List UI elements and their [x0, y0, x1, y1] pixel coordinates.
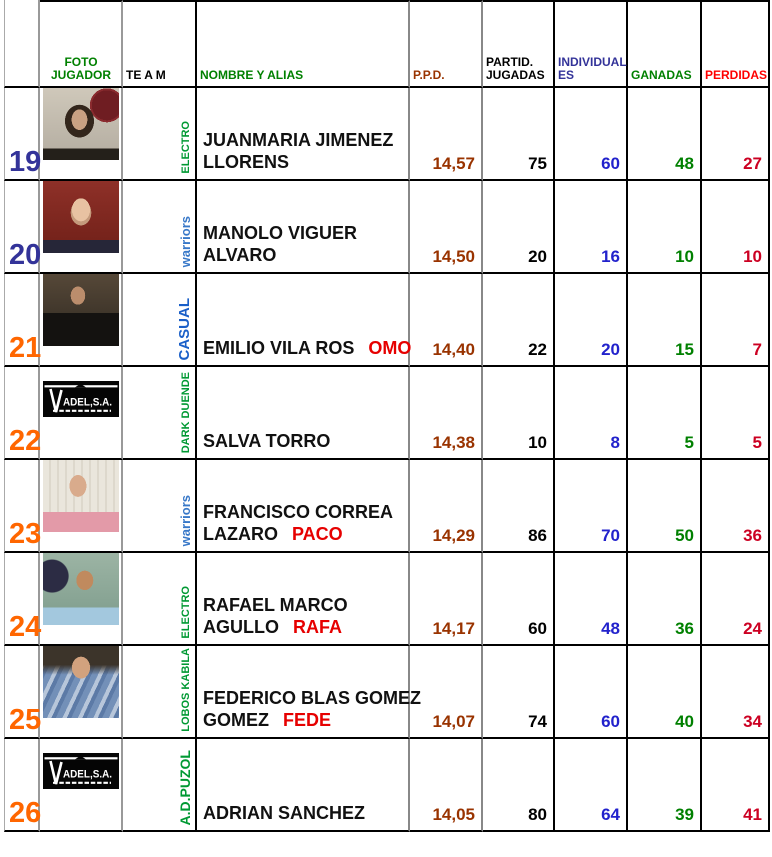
- individuales-value: 16: [555, 181, 628, 274]
- header-label: ES: [558, 68, 575, 82]
- name-cell: [197, 553, 410, 646]
- rank-number: 26: [9, 797, 42, 829]
- perdidas-value: 36: [702, 460, 770, 553]
- name-cell: [197, 274, 410, 367]
- player-photo: [43, 274, 119, 346]
- individuales-value: 60: [555, 88, 628, 181]
- team-label: DARK DUENDE: [180, 371, 192, 453]
- name-line: [203, 222, 404, 244]
- team-cell: [123, 274, 197, 367]
- perdidas-value: 41: [702, 739, 770, 832]
- name-line: [203, 151, 404, 173]
- photo-cell: [40, 367, 123, 460]
- team-cell: [123, 181, 197, 274]
- jugadas-value: 60: [483, 553, 555, 646]
- logo-text: ADEL,S.A.: [62, 768, 112, 781]
- photo-cell: [40, 553, 123, 646]
- jugadas-value: 22: [483, 274, 555, 367]
- name-cell: [197, 460, 410, 553]
- header-team: [123, 0, 197, 88]
- team-cell: [123, 739, 197, 832]
- perdidas-value: 5: [702, 367, 770, 460]
- name-line: [203, 687, 422, 709]
- individuales-value: 60: [555, 646, 628, 739]
- name-line: [203, 523, 404, 545]
- ppd-value: 14,50: [410, 181, 483, 274]
- rank-cell: [4, 367, 40, 460]
- jugadas-value: 20: [483, 181, 555, 274]
- ppd-value: 14,38: [410, 367, 483, 460]
- ganadas-value: 15: [628, 274, 702, 367]
- perdidas-value: 24: [702, 553, 770, 646]
- rank-number: 23: [9, 518, 42, 550]
- player-photo: [43, 553, 119, 625]
- header-foto-jugador: [40, 0, 123, 88]
- header-perdidas: [702, 0, 770, 88]
- rank-cell: [4, 646, 40, 739]
- ppd-value: 14,40: [410, 274, 483, 367]
- player-alias: FEDE: [283, 710, 332, 730]
- header-nombre-y-alias: [197, 0, 410, 88]
- ganadas-value: 39: [628, 739, 702, 832]
- jugadas-value: 10: [483, 367, 555, 460]
- rank-cell: [4, 739, 40, 832]
- header-rank: [4, 0, 40, 88]
- team-label: ELECTRO: [180, 121, 192, 174]
- name-line: [203, 430, 404, 452]
- header-ganadas: [628, 0, 702, 88]
- vadel-logo: [43, 381, 119, 417]
- team-label: LOBOS KABILA: [180, 648, 192, 732]
- header-label: NOMBRE Y ALIAS: [200, 68, 304, 82]
- jugadas-value: 80: [483, 739, 555, 832]
- name-cell: [197, 739, 410, 832]
- ppd-value: 14,07: [410, 646, 483, 739]
- header-partidas-jugadas: [483, 0, 555, 88]
- individuales-value: 64: [555, 739, 628, 832]
- team-label: CASUAL: [176, 297, 193, 360]
- name-cell: [197, 367, 410, 460]
- individuales-value: 48: [555, 553, 628, 646]
- individuales-value: 8: [555, 367, 628, 460]
- player-name: LLORENS: [203, 152, 290, 172]
- rank-number: 19: [9, 146, 42, 178]
- player-alias: RAFA: [293, 617, 342, 637]
- player-name: ADRIAN SANCHEZ: [203, 803, 365, 823]
- team-cell: [123, 553, 197, 646]
- ppd-value: 14,05: [410, 739, 483, 832]
- jugadas-value: 75: [483, 88, 555, 181]
- header-label: JUGADAS: [486, 68, 545, 82]
- player-photo: [43, 646, 119, 718]
- player-name: ALVARO: [203, 245, 277, 265]
- name-line: [203, 337, 412, 359]
- photo-cell: [40, 88, 123, 181]
- name-line: [203, 709, 404, 731]
- ganadas-value: 5: [628, 367, 702, 460]
- rank-cell: [4, 181, 40, 274]
- name-line: [203, 594, 404, 616]
- rank-number: 24: [9, 611, 42, 643]
- player-name: GOMEZ: [203, 710, 269, 730]
- rank-cell: [4, 274, 40, 367]
- rank-cell: [4, 553, 40, 646]
- photo-cell: [40, 646, 123, 739]
- perdidas-value: 7: [702, 274, 770, 367]
- logo-text: ADEL,S.A.: [62, 396, 112, 409]
- ganadas-value: 36: [628, 553, 702, 646]
- team-cell: [123, 460, 197, 553]
- name-cell: [197, 181, 410, 274]
- rank-cell: [4, 460, 40, 553]
- player-name: LAZARO: [203, 524, 278, 544]
- individuales-value: 20: [555, 274, 628, 367]
- name-line: [203, 129, 404, 151]
- photo-cell: [40, 739, 123, 832]
- header-label: INDIVIDUAL: [558, 55, 627, 69]
- header-label: PERDIDAS: [705, 68, 768, 82]
- perdidas-value: 34: [702, 646, 770, 739]
- name-line: [203, 616, 404, 638]
- header-individuales: [555, 0, 628, 88]
- team-cell: [123, 88, 197, 181]
- name-line: [203, 802, 404, 824]
- rank-number: 25: [9, 704, 42, 736]
- team-label: ELECTRO: [180, 586, 192, 639]
- rank-cell: [4, 88, 40, 181]
- team-label: warriors: [178, 494, 193, 546]
- player-alias: OMO: [368, 338, 412, 358]
- player-photo: [43, 88, 119, 160]
- photo-cell: [40, 181, 123, 274]
- player-photo: [43, 181, 119, 253]
- ganadas-value: 50: [628, 460, 702, 553]
- header-label: FOTO: [64, 55, 98, 69]
- ppd-value: 14,17: [410, 553, 483, 646]
- header-label: PARTID.: [486, 55, 534, 69]
- player-name: AGULLO: [203, 617, 279, 637]
- player-alias: PACO: [292, 524, 343, 544]
- player-name: RAFAEL MARCO: [203, 595, 348, 615]
- player-name: MANOLO VIGUER: [203, 223, 358, 243]
- ganadas-value: 10: [628, 181, 702, 274]
- team-cell: [123, 646, 197, 739]
- name-cell: [197, 646, 422, 739]
- individuales-value: 70: [555, 460, 628, 553]
- ppd-value: 14,57: [410, 88, 483, 181]
- ppd-value: 14,29: [410, 460, 483, 553]
- rank-number: 22: [9, 425, 42, 457]
- rank-number: 21: [9, 332, 42, 364]
- vadel-logo: [43, 753, 119, 789]
- ganadas-value: 48: [628, 88, 702, 181]
- jugadas-value: 74: [483, 646, 555, 739]
- name-line: [203, 244, 404, 266]
- rank-number: 20: [9, 239, 42, 271]
- jugadas-value: 86: [483, 460, 555, 553]
- header-ppd: [410, 0, 483, 88]
- player-name: FRANCISCO CORREA: [203, 502, 394, 522]
- ranking-table: [4, 0, 770, 832]
- perdidas-value: 27: [702, 88, 770, 181]
- perdidas-value: 10: [702, 181, 770, 274]
- player-photo: [43, 460, 119, 532]
- header-label: GANADAS: [631, 68, 692, 82]
- player-name: FEDERICO BLAS GOMEZ: [203, 688, 422, 708]
- player-name: EMILIO VILA ROS: [203, 338, 355, 358]
- name-cell: [197, 88, 410, 181]
- photo-cell: [40, 274, 123, 367]
- header-label: TE A M: [126, 68, 166, 82]
- player-name: SALVA TORRO: [203, 431, 331, 451]
- player-name: JUANMARIA JIMENEZ: [203, 130, 394, 150]
- team-cell: [123, 367, 197, 460]
- header-label: JUGADOR: [50, 68, 111, 82]
- team-label: A.D.PUZOL: [177, 749, 193, 825]
- ganadas-value: 40: [628, 646, 702, 739]
- header-label: P.P.D.: [413, 68, 445, 82]
- photo-cell: [40, 460, 123, 553]
- team-label: warriors: [178, 215, 193, 267]
- name-line: [203, 501, 404, 523]
